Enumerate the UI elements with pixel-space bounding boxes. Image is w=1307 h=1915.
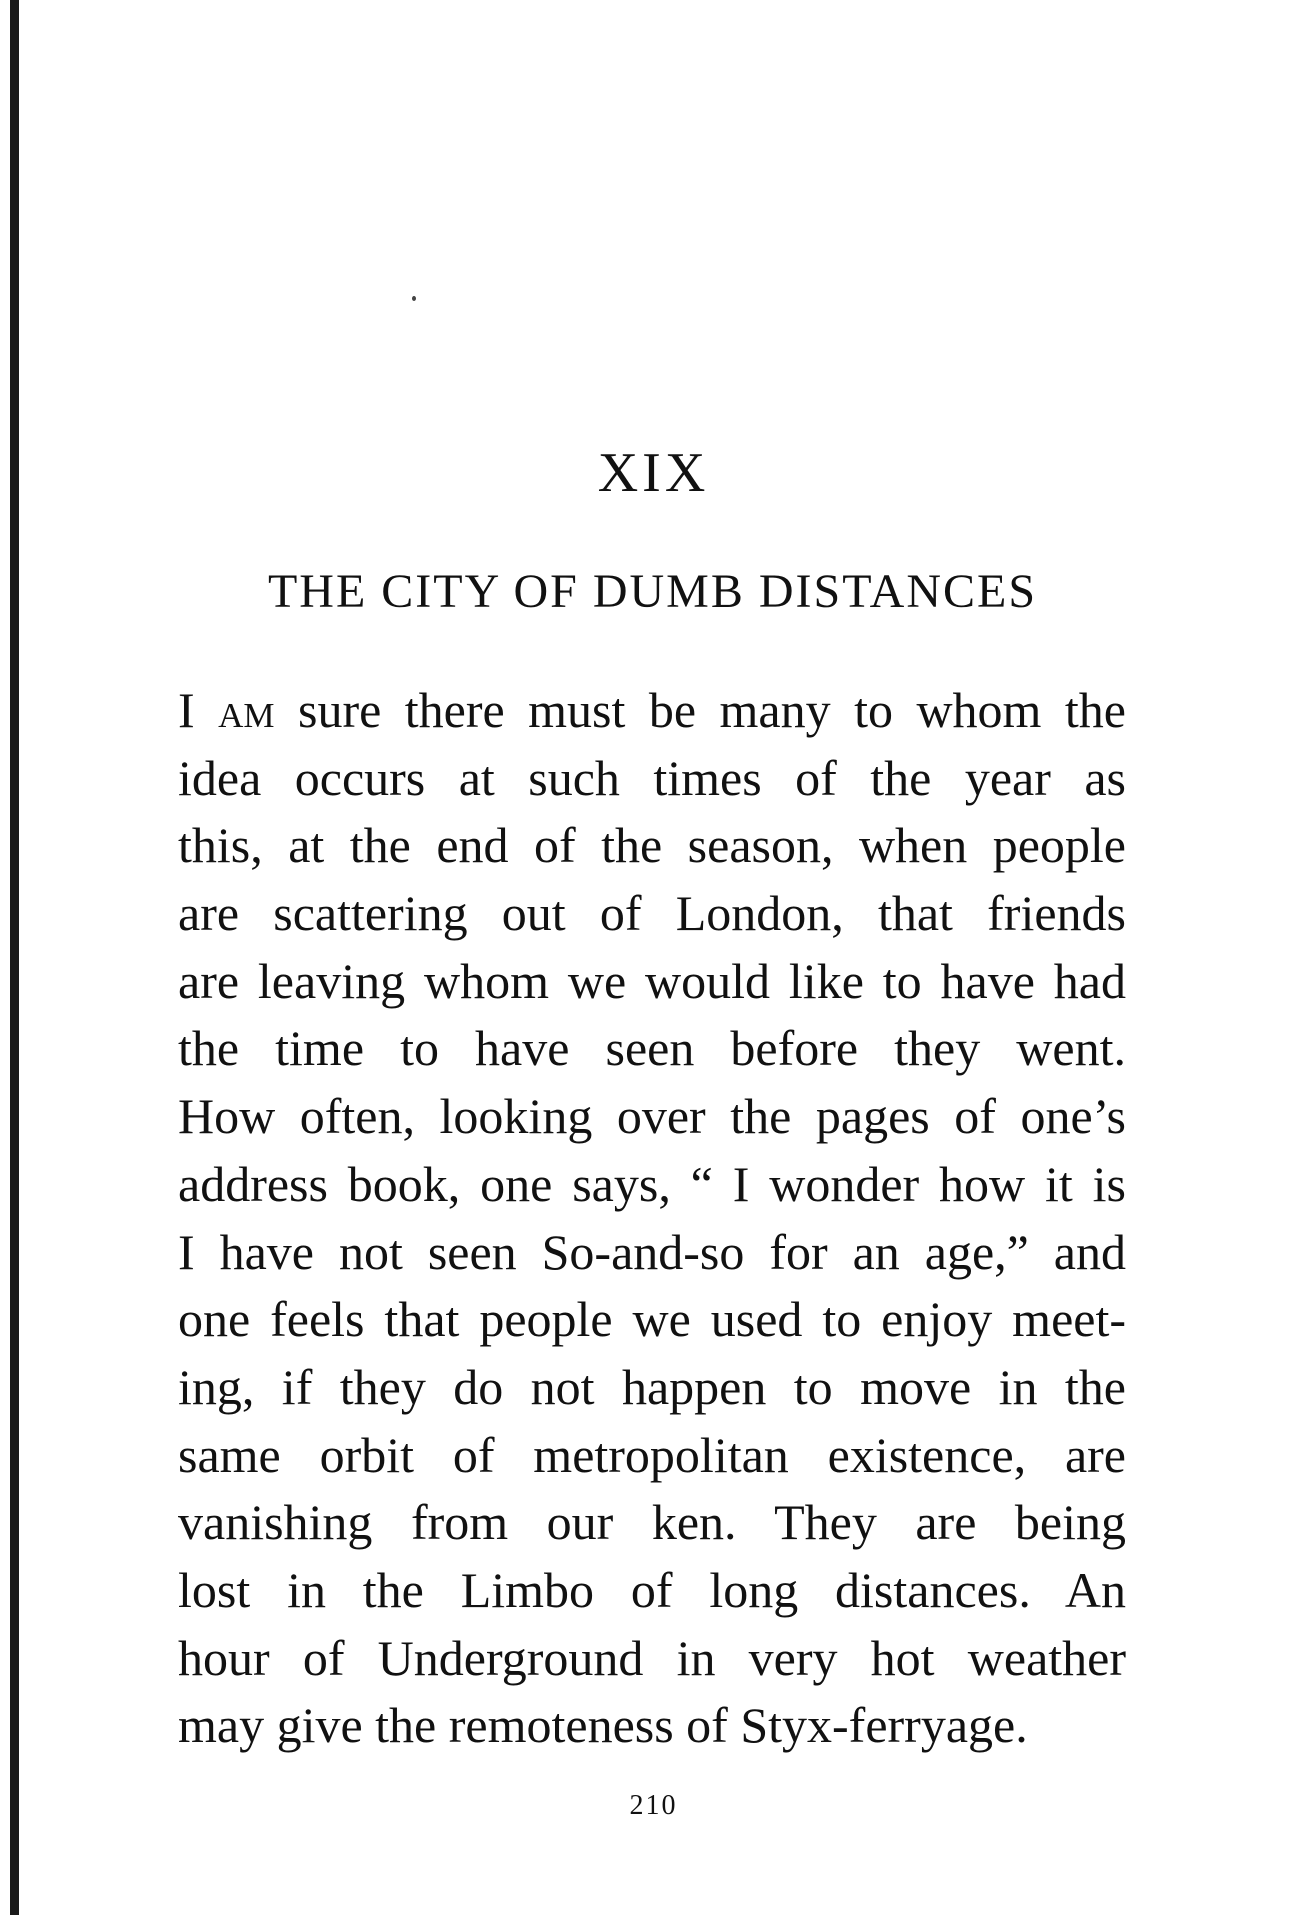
first-line-rest: sure there must be many to whom the <box>298 682 1126 738</box>
body-line: the time to have seen before they went. <box>178 1020 1126 1077</box>
body-line: one feels that people we used to enjoy meet- <box>178 1291 1126 1348</box>
body-line: vanishing from our ken. They are being <box>178 1494 1126 1551</box>
page-number: 210 <box>629 1790 678 1821</box>
opening-smallcaps: am <box>218 682 275 738</box>
chapter-body <box>178 677 1126 1760</box>
body-line: are leaving whom we would like to have had <box>178 952 1126 1009</box>
body-line: this, at the end of the season, when people <box>178 817 1126 874</box>
page-binding-edge <box>10 0 19 1915</box>
chapter-title: THE CITY OF DUMB DISTANCES <box>267 565 1038 618</box>
body-line: I have not seen So-and-so for an age,” and <box>178 1223 1126 1280</box>
body-line: idea occurs at such times of the year as <box>178 749 1126 806</box>
body-line: ing, if they do not happen to move in the <box>178 1358 1126 1415</box>
opening-word: I <box>178 682 195 738</box>
body-line: address book, one says, “ I wonder how it is <box>178 1155 1126 1212</box>
body-line: How often, looking over the pages of one’s <box>178 1088 1126 1145</box>
body-line-1 <box>178 677 1126 745</box>
body-line: hour of Underground in very hot weather <box>178 1629 1126 1686</box>
chapter-number: XIX <box>597 442 710 504</box>
body-line-last: may give the remoteness of Styx-ferryage. <box>178 1697 1028 1754</box>
body-line: are scattering out of London, that friends <box>178 885 1126 942</box>
body-line: same orbit of metropolitan existence, are <box>178 1426 1126 1483</box>
body-line: lost in the Limbo of long distances. An <box>178 1561 1126 1618</box>
print-speck <box>412 296 416 301</box>
